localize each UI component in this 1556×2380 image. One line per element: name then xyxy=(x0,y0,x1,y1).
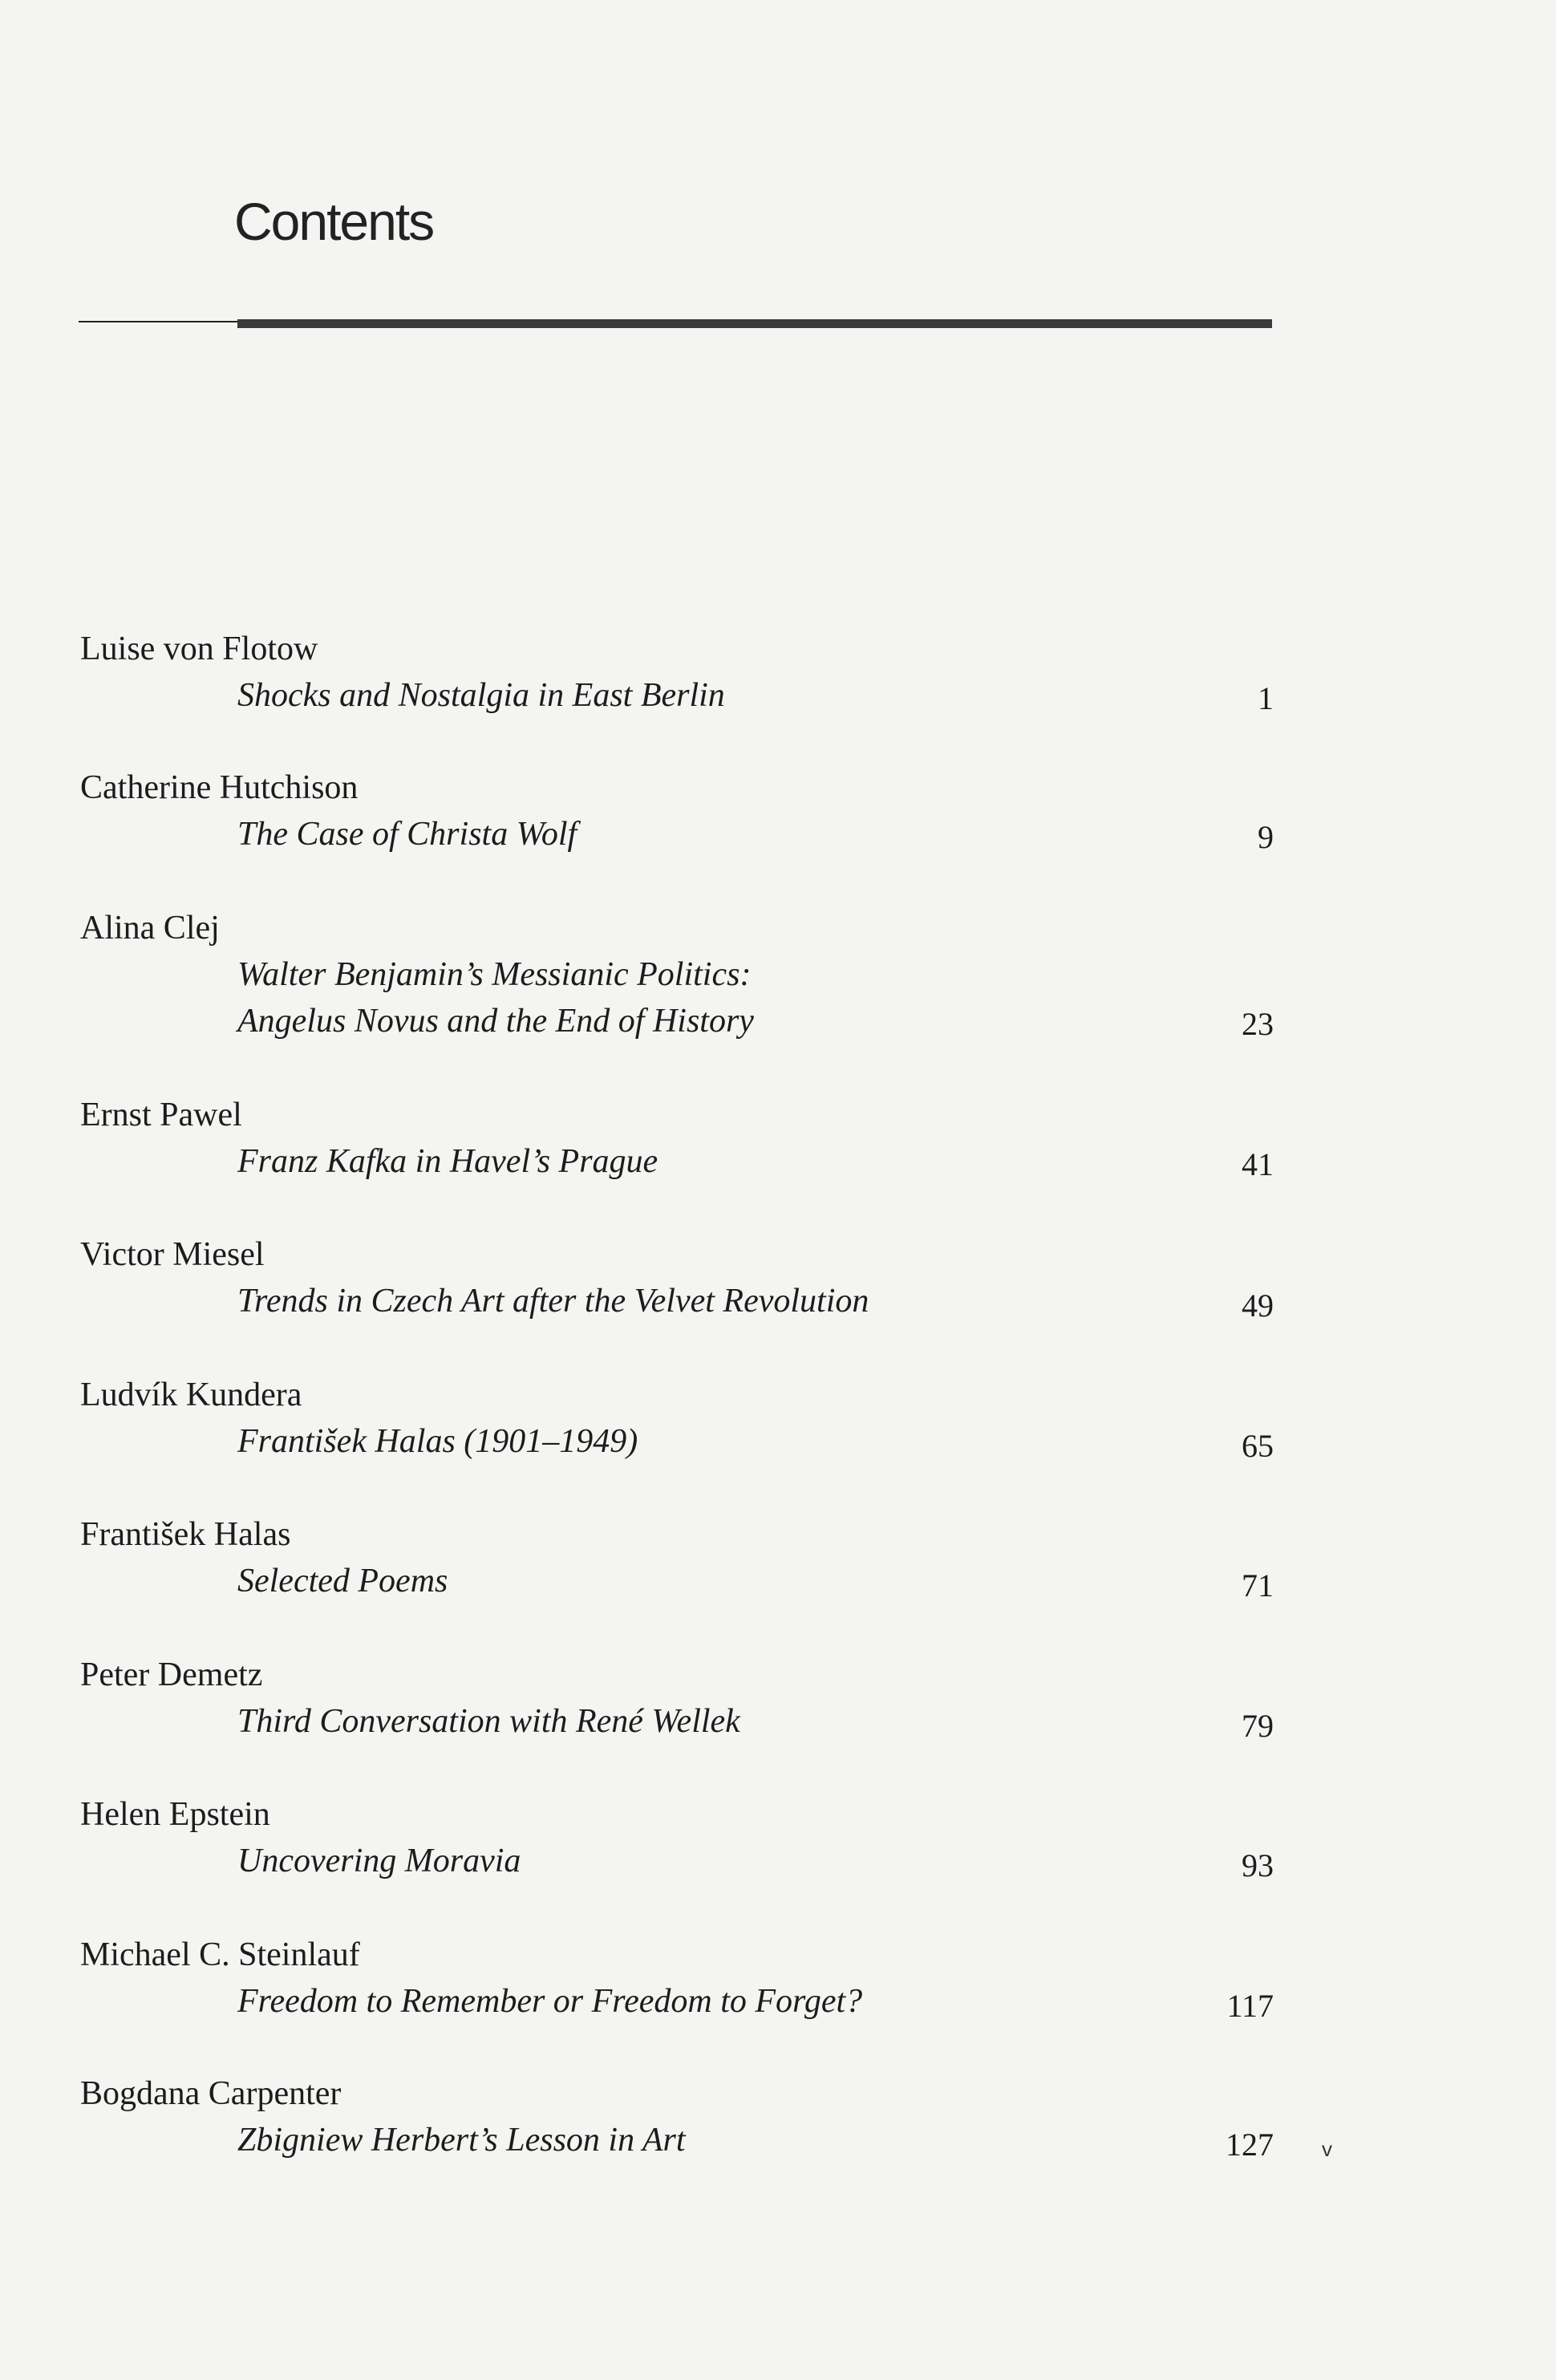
entry-page-number: 93 xyxy=(1242,1847,1274,1883)
entry-page-number: 49 xyxy=(1242,1287,1274,1324)
entry-author: Peter Demetz xyxy=(80,1656,263,1693)
entry-author: Michael C. Steinlauf xyxy=(80,1936,360,1973)
entry-title: Third Conversation with René Wellek xyxy=(237,1703,740,1740)
entry-author: Catherine Hutchison xyxy=(80,769,359,806)
entry-page-number: 127 xyxy=(1226,2127,1274,2163)
entry-title: Walter Benjamin’s Messianic Politics: xyxy=(237,956,752,993)
entry-page-number: 23 xyxy=(1242,1006,1274,1042)
entry-author: František Halas xyxy=(80,1516,291,1553)
entry-page-number: 9 xyxy=(1258,819,1274,855)
entry-author: Helen Epstein xyxy=(80,1796,270,1833)
entry-title: Uncovering Moravia xyxy=(237,1843,521,1879)
entry-title-continued: Angelus Novus and the End of History xyxy=(237,1003,754,1040)
entry-author: Ludvík Kundera xyxy=(80,1377,302,1413)
entry-author: Bogdana Carpenter xyxy=(80,2075,342,2112)
entry-author: Alina Clej xyxy=(80,910,220,947)
entry-page-number: 41 xyxy=(1242,1146,1274,1182)
entry-author: Luise von Flotow xyxy=(80,630,318,667)
page-title: Contents xyxy=(234,192,434,251)
entry-title: Selected Poems xyxy=(237,1563,448,1600)
entry-page-number: 117 xyxy=(1226,1988,1274,2024)
entry-title: The Case of Christa Wolf xyxy=(237,816,577,853)
entry-page-number: 71 xyxy=(1242,1567,1274,1604)
entry-page-number: 79 xyxy=(1242,1708,1274,1744)
entry-title: Shocks and Nostalgia in East Berlin xyxy=(237,677,725,714)
entry-title: František Halas (1901–1949) xyxy=(237,1423,638,1460)
entry-title: Zbigniew Herbert’s Lesson in Art xyxy=(237,2122,686,2159)
page-folio: v xyxy=(1322,2137,1332,2161)
entry-page-number: 65 xyxy=(1242,1428,1274,1464)
entry-title: Franz Kafka in Havel’s Prague xyxy=(237,1143,658,1180)
entry-title: Freedom to Remember or Freedom to Forget? xyxy=(237,1983,863,2020)
entry-author: Ernst Pawel xyxy=(80,1097,242,1133)
entry-author: Victor Miesel xyxy=(80,1236,265,1273)
entry-page-number: 1 xyxy=(1258,680,1274,716)
entry-title: Trends in Czech Art after the Velvet Revolution xyxy=(237,1283,869,1320)
